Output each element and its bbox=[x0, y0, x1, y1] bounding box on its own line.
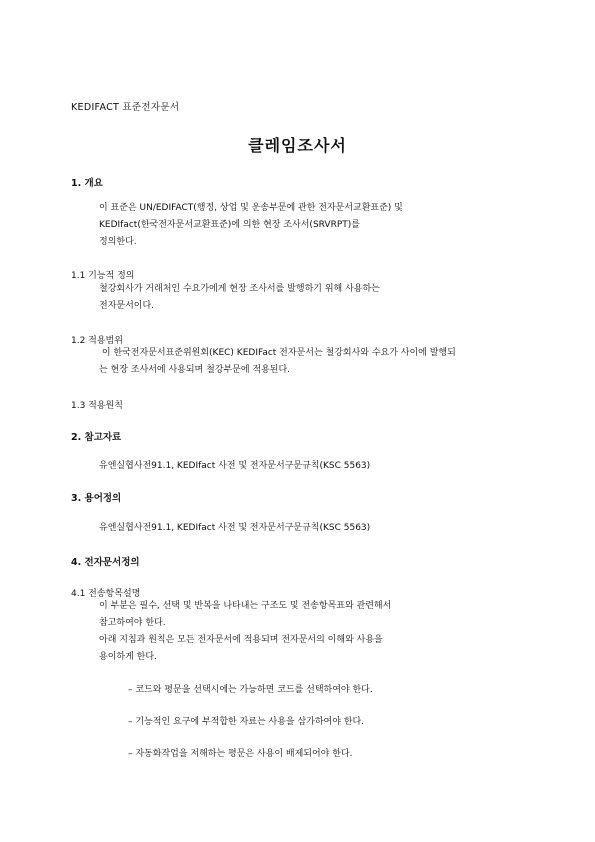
scope-paragraph bbox=[99, 345, 456, 379]
subsection-heading-scope: 1.2 적용범위 bbox=[71, 336, 123, 346]
segment-description-line: 용이하게 한다. bbox=[99, 652, 157, 662]
guideline-bullet: – 자동화작업을 저해하는 평문은 사용이 배제되어야 한다. bbox=[128, 749, 353, 759]
scope-line: 는 현장 조사서에 사용되며 철강부문에 적용된다. bbox=[99, 365, 291, 375]
guideline-bullet: – 기능적인 요구에 부적합한 자료는 사용을 삼가하여야 한다. bbox=[128, 717, 365, 727]
header-label: KEDIFACT 표준전자문서 bbox=[71, 102, 180, 113]
section-heading-terms: 3. 용어정의 bbox=[71, 493, 122, 504]
overview-line: KEDIfact(한국전자문서교환표준)에 의한 현장 조사서(SRVRPT)를 bbox=[99, 220, 360, 230]
subsection-heading-functional-definition: 1.1 기능적 정의 bbox=[71, 271, 135, 281]
references-text: 유엔실협사전91.1, KEDIfact 사전 및 전자문서구문규칙(KSC 5563) bbox=[99, 461, 371, 471]
segment-description-line: 참고하여야 한다. bbox=[99, 618, 166, 628]
terms-text: 유엔실협사전91.1, KEDIfact 사전 및 전자문서구문규칙(KSC 5563) bbox=[99, 523, 371, 533]
scope-line: 이 한국전자문서표준위원회(KEC) KEDIFact 전자문서는 철강회사와 수요가 사이에 발행되 bbox=[99, 348, 456, 358]
overview-paragraph bbox=[99, 200, 403, 251]
subsection-heading-segment-description: 4.1 전송항목설명 bbox=[71, 589, 141, 599]
segment-description-paragraph bbox=[99, 598, 391, 666]
section-heading-overview: 1. 개요 bbox=[71, 178, 103, 189]
segment-description-line: 이 부분은 필수, 선택 및 반복을 나타내는 구조도 및 전송항목표와 관련해서 bbox=[99, 601, 392, 611]
subsection-heading-principles: 1.3 적용원칙 bbox=[71, 401, 123, 411]
overview-line: 이 표준은 UN/EDIFACT(행정, 상업 및 운송부문에 관한 전자문서교환표준) 및 bbox=[99, 203, 403, 213]
overview-line: 정의한다. bbox=[99, 237, 137, 247]
segment-description-line: 아래 지침과 원칙은 모든 전자문서에 적용되며 전자문서의 이해와 사용을 bbox=[99, 635, 383, 645]
functional-definition-line: 전자문서이다. bbox=[99, 301, 155, 311]
section-heading-references: 2. 참고자료 bbox=[71, 432, 122, 443]
functional-definition-line: 철강회사가 거래처인 수요가에게 현장 조사서를 발행하기 위해 사용하는 bbox=[99, 284, 380, 294]
page-title: 클레임조사서 bbox=[248, 136, 347, 155]
section-heading-message-definition: 4. 전자문서정의 bbox=[71, 557, 140, 568]
functional-definition-paragraph bbox=[99, 281, 380, 315]
guideline-bullet: – 코드와 평문을 선택시에는 가능하면 코드를 선택하여야 한다. bbox=[128, 685, 373, 695]
